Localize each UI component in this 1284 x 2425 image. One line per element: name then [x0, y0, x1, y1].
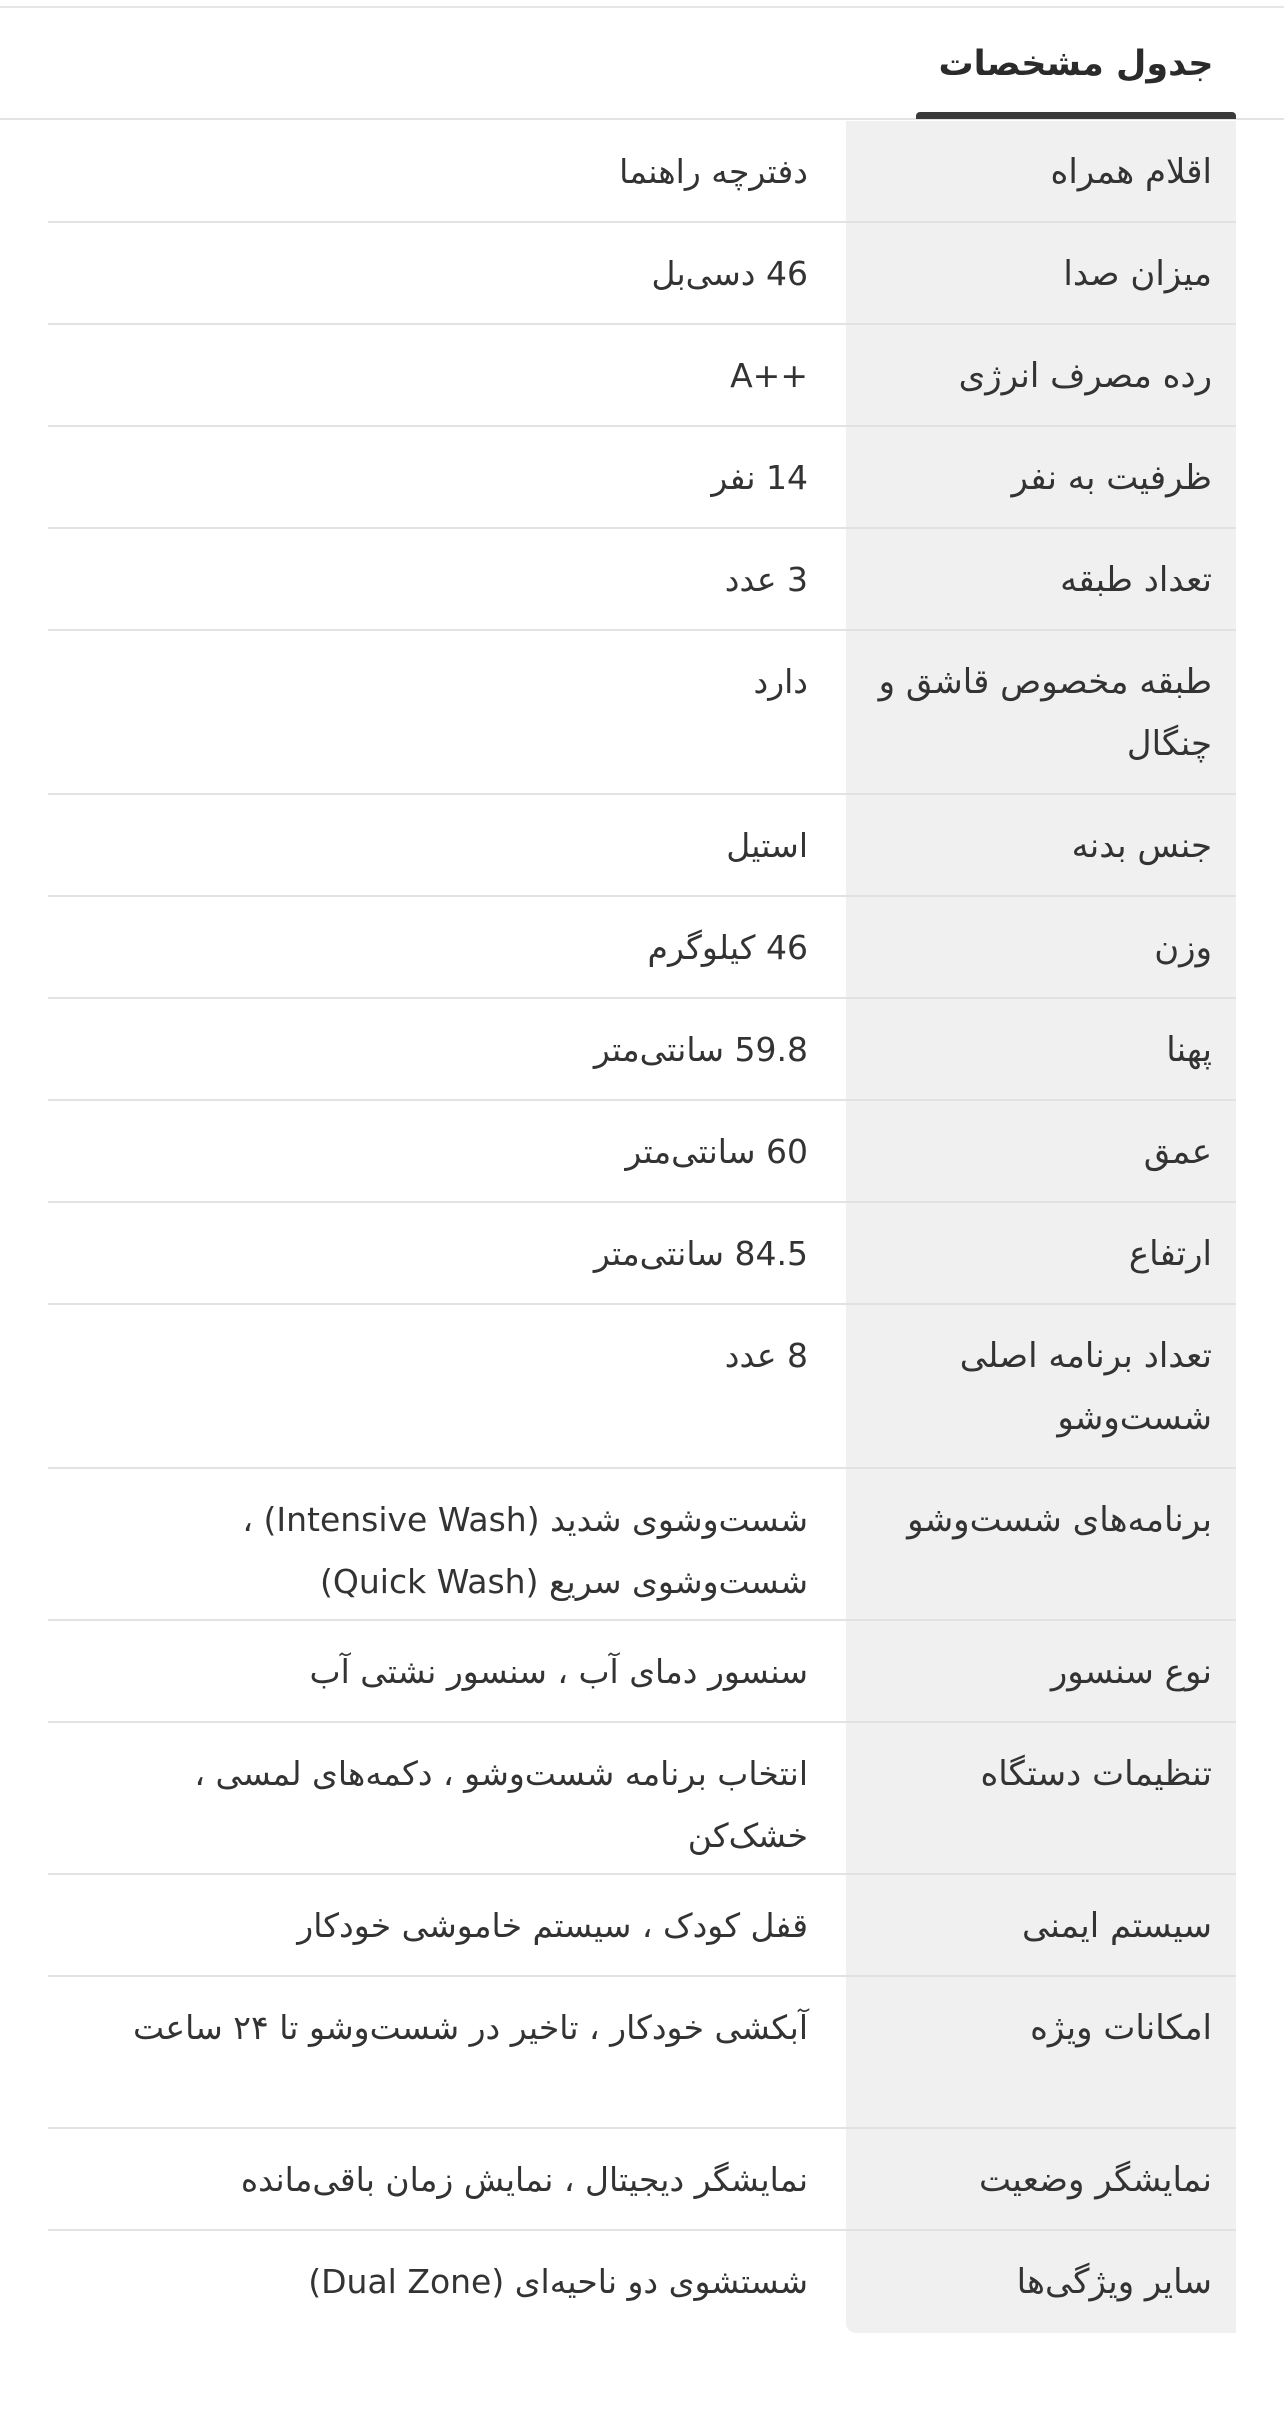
- specifications-table: [48, 121, 1236, 2333]
- spec-label: اقلام همراه: [846, 121, 1236, 221]
- spec-value: استیل: [726, 826, 808, 865]
- spec-row-device-settings: [48, 1723, 1236, 1875]
- spec-label: میزان صدا: [846, 223, 1236, 323]
- spec-value: 14 نفر: [711, 458, 808, 497]
- spec-row-status-display: [48, 2129, 1236, 2231]
- spec-value: 3 عدد: [724, 560, 808, 599]
- active-tab-indicator: [916, 112, 1236, 119]
- spec-row-special-features: [48, 1977, 1236, 2129]
- spec-label: تعداد برنامه اصلی شست‌وشو: [846, 1305, 1236, 1467]
- spec-row-width: [48, 999, 1236, 1101]
- spec-value: 46 دسی‌بل: [651, 254, 808, 293]
- spec-value: دفترچه راهنما: [619, 152, 808, 191]
- spec-row-height: [48, 1203, 1236, 1305]
- spec-value: سنسور دمای آب ، سنسور نشتی آب: [309, 1652, 808, 1691]
- spec-row-noise-level: [48, 223, 1236, 325]
- spec-value: 59.8 سانتی‌متر: [593, 1030, 808, 1069]
- spec-value: 60 سانتی‌متر: [625, 1132, 808, 1171]
- spec-row-capacity: [48, 427, 1236, 529]
- spec-label: امکانات ویژه: [846, 1977, 1236, 2127]
- spec-label: تعداد طبقه: [846, 529, 1236, 629]
- spec-value: آبکشی خودکار ، تاخیر در شست‌وشو تا ۲۴ ساعت: [133, 2008, 808, 2047]
- spec-row-weight: [48, 897, 1236, 999]
- spec-label: سیستم ایمنی: [846, 1875, 1236, 1975]
- spec-row-rack-count: [48, 529, 1236, 631]
- spec-row-cutlery-rack: [48, 631, 1236, 795]
- spec-row-body-material: [48, 795, 1236, 897]
- spec-value: قفل کودک ، سیستم خاموشی خودکار: [297, 1906, 808, 1945]
- spec-value: 84.5 سانتی‌متر: [593, 1234, 808, 1273]
- spec-label: طبقه مخصوص قاشق و چنگال: [846, 631, 1236, 793]
- spec-row-wash-programs: [48, 1469, 1236, 1621]
- spec-label: برنامه‌های شست‌وشو: [846, 1469, 1236, 1619]
- spec-row-sensor-type: [48, 1621, 1236, 1723]
- spec-value: شستشوی دو ناحیه‌ای (Dual Zone): [308, 2262, 808, 2301]
- spec-row-safety-system: [48, 1875, 1236, 1977]
- spec-row-other-features: [48, 2231, 1236, 2333]
- spec-label: پهنا: [846, 999, 1236, 1099]
- spec-value: انتخاب برنامه شست‌وشو ، دکمه‌های لمسی ، خشک‌کن: [194, 1754, 808, 1855]
- spec-label: ظرفیت به نفر: [846, 427, 1236, 527]
- spec-row-accessories: [48, 121, 1236, 223]
- spec-label: ارتفاع: [846, 1203, 1236, 1303]
- spec-value: نمایشگر دیجیتال ، نمایش زمان باقی‌مانده: [240, 2160, 808, 2199]
- spec-label: عمق: [846, 1101, 1236, 1201]
- spec-value: 46 کیلوگرم: [647, 928, 808, 967]
- spec-row-depth: [48, 1101, 1236, 1203]
- spec-value: A++: [730, 356, 808, 395]
- tab-bar: [0, 8, 1284, 120]
- spec-value: دارد: [753, 662, 808, 701]
- spec-label: نمایشگر وضعیت: [846, 2129, 1236, 2229]
- spec-row-energy-class: [48, 325, 1236, 427]
- spec-label: سایر ویژگی‌ها: [846, 2231, 1236, 2333]
- spec-label: نوع سنسور: [846, 1621, 1236, 1721]
- spec-label: رده مصرف انرژی: [846, 325, 1236, 425]
- spec-label: وزن: [846, 897, 1236, 997]
- tab-specifications[interactable]: جدول مشخصات: [938, 44, 1214, 84]
- spec-value: 8 عدد: [724, 1336, 808, 1375]
- spec-row-main-program-count: [48, 1305, 1236, 1469]
- spec-label: تنظیمات دستگاه: [846, 1723, 1236, 1873]
- spec-label: جنس بدنه: [846, 795, 1236, 895]
- spec-value: شست‌وشوی شدید (Intensive Wash) ، شست‌وشوی سریع (Quick Wash): [242, 1500, 808, 1601]
